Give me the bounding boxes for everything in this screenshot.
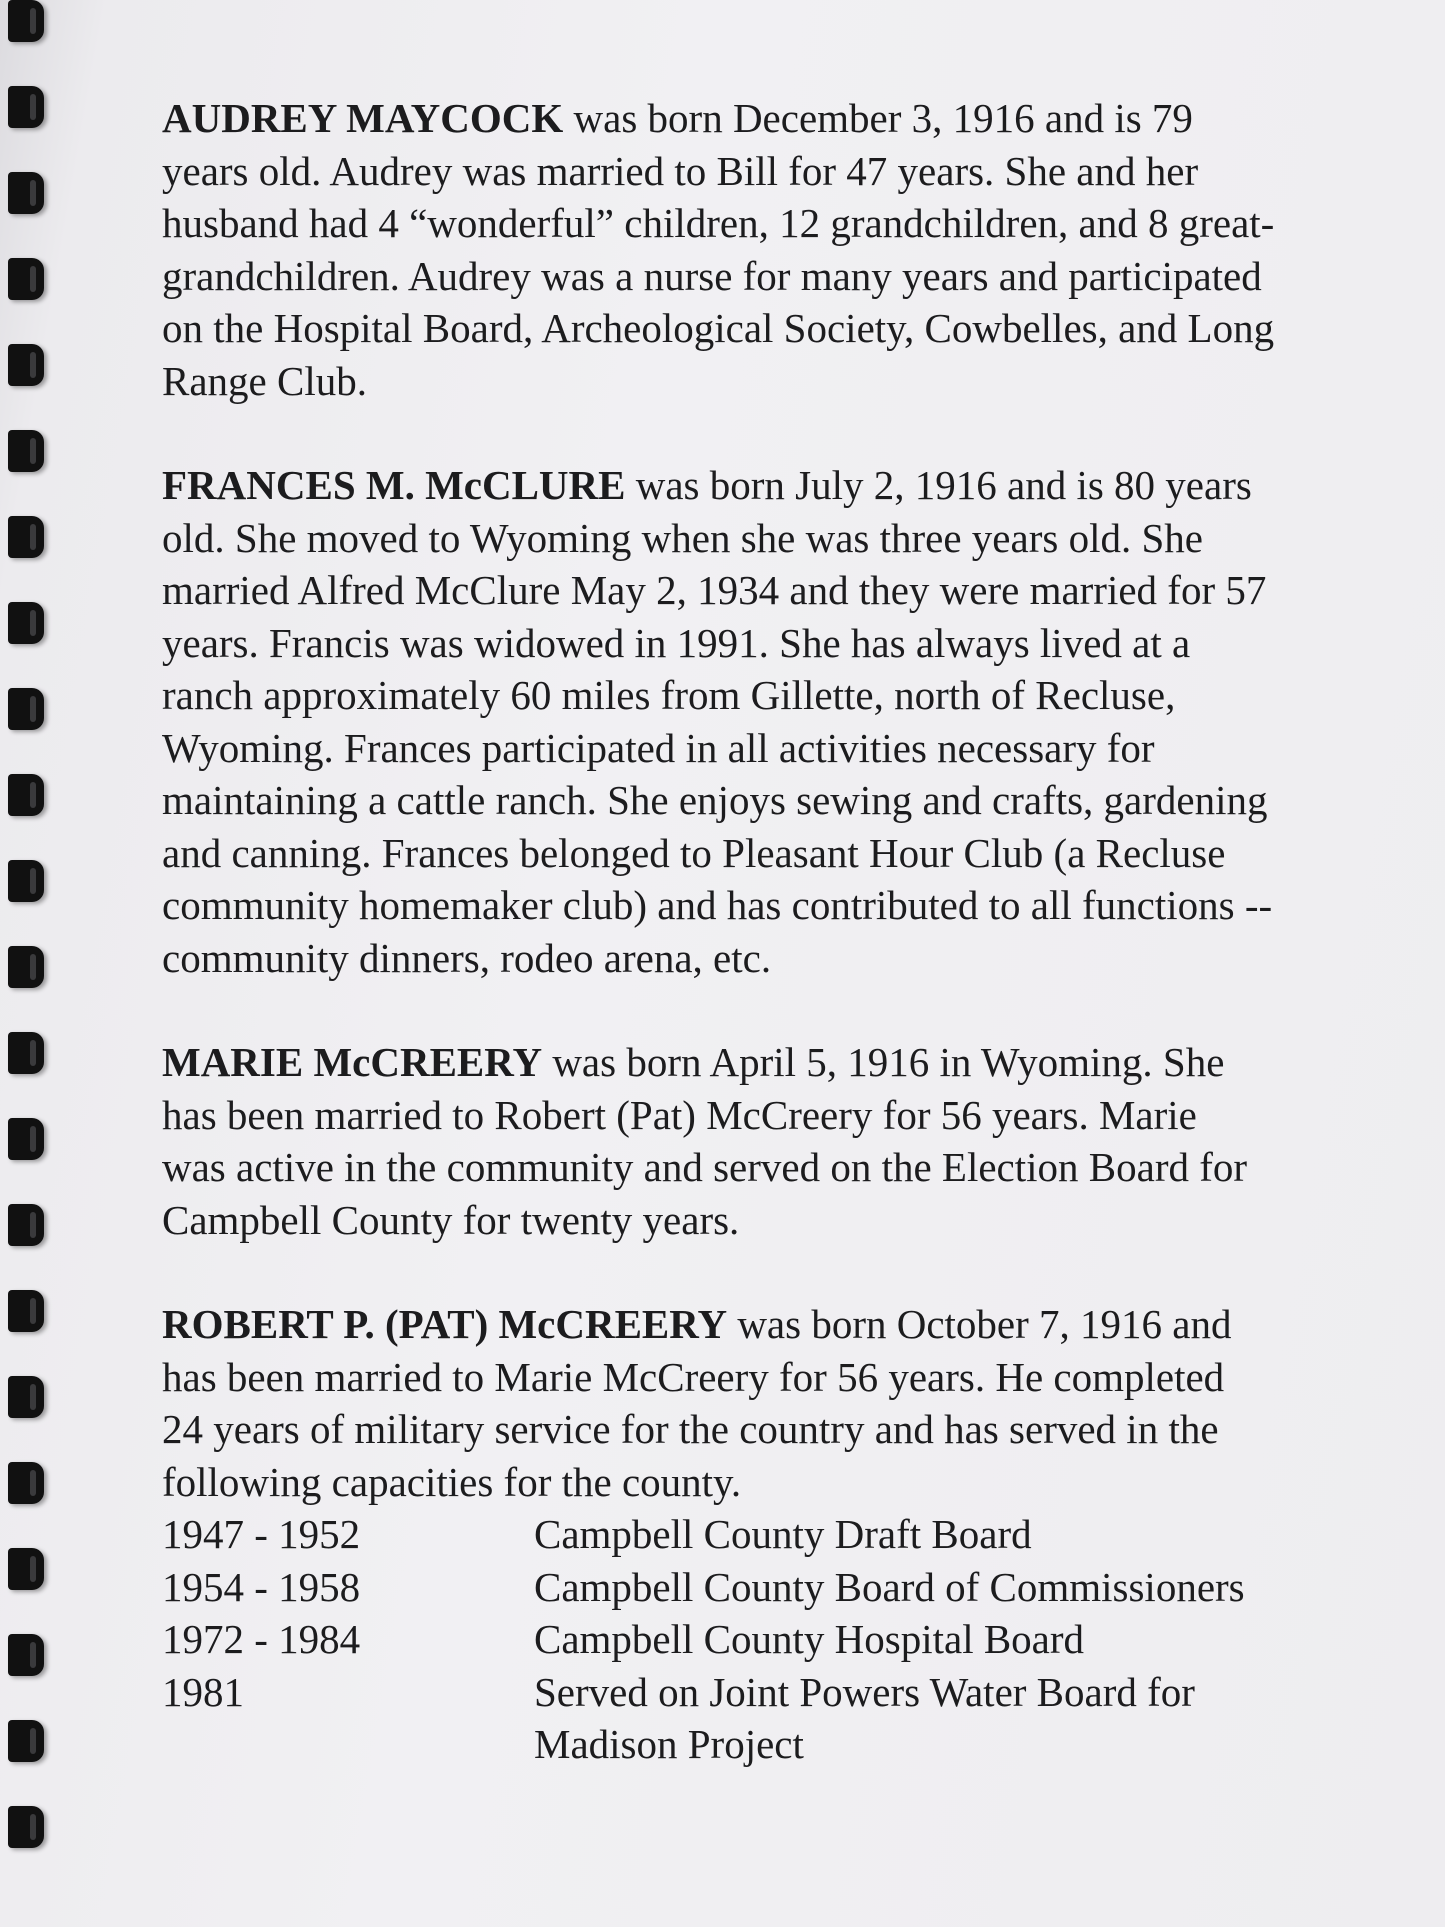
biography-entry-robert-mccreery xyxy=(162,1298,1392,1771)
binding-ring xyxy=(8,430,44,472)
entry-text: was born October 7, 1916 and xyxy=(727,1301,1232,1347)
binding-ring xyxy=(8,1634,44,1676)
service-row xyxy=(162,1613,1392,1666)
binding-ring xyxy=(8,688,44,730)
entry-text: was active in the community and served on the Election Board for xyxy=(162,1144,1248,1190)
document-body xyxy=(162,92,1392,1823)
service-role: Campbell County Board of Commissioners xyxy=(534,1563,1245,1610)
binding-ring xyxy=(8,860,44,902)
biography-entry-frances-mcclure xyxy=(162,459,1392,984)
entry-text: on the Hospital Board, Archeological Society, Cowbelles, and Long xyxy=(162,305,1275,351)
binding-ring xyxy=(8,1720,44,1762)
entry-text: following capacities for the county. xyxy=(162,1458,742,1505)
person-name: MARIE McCREERY xyxy=(162,1039,543,1085)
entry-text: 24 years of military service for the country and has served in the xyxy=(162,1406,1219,1452)
entry-text: years old. Audrey was married to Bill for 47 years. She and her xyxy=(162,147,1199,194)
binding-ring xyxy=(8,0,44,42)
binding-ring xyxy=(8,1806,44,1848)
binding-ring xyxy=(8,258,44,300)
service-years: 1972 - 1984 xyxy=(162,1616,361,1662)
binding-ring xyxy=(8,602,44,644)
entry-first-line xyxy=(162,92,1392,145)
binding-ring xyxy=(8,946,44,988)
entry-text: and canning. Frances belonged to Pleasant Hour Club (a Recluse xyxy=(162,829,1226,876)
person-name: ROBERT P. (PAT) McCREERY xyxy=(162,1301,728,1347)
binding-ring xyxy=(8,344,44,386)
binding-ring xyxy=(8,1118,44,1160)
binding-ring xyxy=(8,1376,44,1418)
entry-text: Range Club. xyxy=(162,357,367,404)
biography-entry-marie-mccreery xyxy=(162,1036,1392,1246)
binding-ring xyxy=(8,774,44,816)
entry-text: married Alfred McClure May 2, 1934 and they were married for 57 xyxy=(162,567,1267,613)
binding-ring xyxy=(8,516,44,558)
entry-first-line xyxy=(162,459,1392,512)
entry-text: community dinners, rodeo arena, etc. xyxy=(162,934,772,981)
spiral-binding xyxy=(0,0,58,1927)
binding-ring xyxy=(8,172,44,214)
service-row xyxy=(162,1561,1392,1614)
service-years: 1981 xyxy=(162,1668,244,1715)
binding-ring xyxy=(8,86,44,128)
binding-ring xyxy=(8,1204,44,1246)
entry-text: Campbell County for twenty years. xyxy=(162,1196,740,1243)
person-name: FRANCES M. McCLURE xyxy=(162,462,626,508)
entry-text: old. She moved to Wyoming when she was three years old. She xyxy=(162,514,1203,561)
entry-first-line xyxy=(162,1298,1392,1351)
entry-text: years. Francis was widowed in 1991. She has always lived at a xyxy=(162,619,1191,666)
service-role: Campbell County Hospital Board xyxy=(534,1616,1085,1662)
entry-text: was born July 2, 1916 and is 80 years xyxy=(625,462,1252,508)
binding-ring xyxy=(8,1462,44,1504)
person-name: AUDREY MAYCOCK xyxy=(162,95,564,141)
binding-ring xyxy=(8,1290,44,1332)
service-row xyxy=(162,1666,1392,1771)
service-years: 1954 - 1958 xyxy=(162,1563,361,1610)
entry-text: ranch approximately 60 miles from Gillette, north of Recluse, xyxy=(162,672,1176,718)
entry-text: grandchildren. Audrey was a nurse for many years and participated xyxy=(162,252,1262,299)
binding-ring xyxy=(8,1032,44,1074)
biography-entry-audrey-maycock xyxy=(162,92,1392,407)
service-role: Served on Joint Powers Water Board for Madison Project xyxy=(534,1668,1195,1767)
entry-text: community homemaker club) and has contributed to all functions -- xyxy=(162,882,1273,928)
entry-text: husband had 4 “wonderful” children, 12 grandchildren, and 8 great- xyxy=(162,200,1275,246)
service-row xyxy=(162,1508,1392,1561)
entry-text: was born December 3, 1916 and is 79 xyxy=(563,95,1193,141)
service-years: 1947 - 1952 xyxy=(162,1511,361,1557)
entry-text: has been married to Marie McCreery for 56 years. He completed xyxy=(162,1353,1225,1400)
entry-text: Wyoming. Frances participated in all activities necessary for xyxy=(162,724,1155,771)
service-history-table xyxy=(162,1508,1392,1771)
entry-text: maintaining a cattle ranch. She enjoys sewing and crafts, gardening xyxy=(162,777,1268,823)
entry-text: has been married to Robert (Pat) McCreery for 56 years. Marie xyxy=(162,1091,1197,1138)
service-role: Campbell County Draft Board xyxy=(534,1511,1032,1557)
entry-first-line xyxy=(162,1036,1392,1089)
entry-text: was born April 5, 1916 in Wyoming. She xyxy=(542,1039,1225,1085)
binding-ring xyxy=(8,1548,44,1590)
